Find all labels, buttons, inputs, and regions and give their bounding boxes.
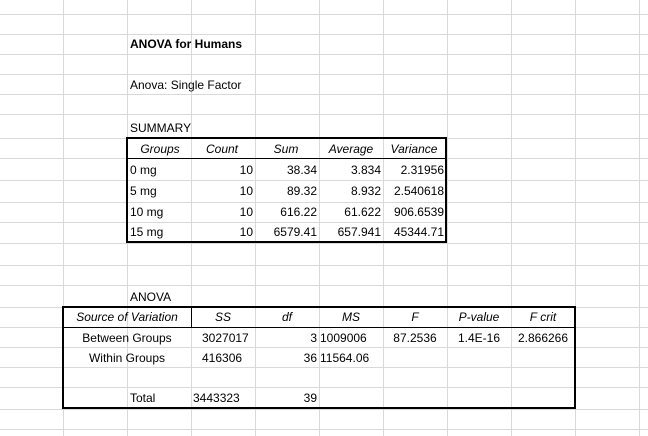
summary-header-variance[interactable]: Variance — [390, 142, 438, 156]
table-row-count[interactable]: 10 — [239, 163, 253, 177]
table-row-average[interactable]: 3.834 — [350, 163, 381, 177]
table-row-group[interactable]: 15 mg — [130, 225, 164, 239]
summary-header-sum[interactable]: Sum — [273, 142, 299, 156]
table-row-average[interactable]: 61.622 — [344, 205, 381, 219]
anova-between-df[interactable]: 3 — [310, 331, 317, 345]
table-row-variance[interactable]: 906.6539 — [393, 205, 444, 219]
anova-between-ms[interactable]: 1009006 — [320, 331, 367, 345]
anova-within-ms[interactable]: 11564.06 — [320, 351, 370, 365]
table-row-variance[interactable]: 2.31956 — [400, 163, 444, 177]
sheet-title[interactable]: ANOVA for Humans — [130, 37, 243, 51]
summary-label[interactable]: SUMMARY — [130, 121, 192, 135]
table-row-sum[interactable]: 38.34 — [286, 163, 317, 177]
table-row-group[interactable]: 10 mg — [130, 205, 164, 219]
anova-header-f[interactable]: F — [411, 310, 419, 324]
anova-total-df[interactable]: 39 — [303, 391, 317, 405]
table-row-average[interactable]: 8.932 — [350, 184, 381, 198]
anova-header-ss[interactable]: SS — [214, 310, 231, 324]
table-row-count[interactable]: 10 — [239, 225, 253, 239]
table-row-sum[interactable]: 89.32 — [286, 184, 317, 198]
anova-within-ss[interactable]: 416306 — [202, 351, 243, 365]
table-row-variance[interactable]: 45344.71 — [393, 225, 444, 239]
table-row-sum[interactable]: 616.22 — [280, 205, 317, 219]
anova-header-source[interactable]: Source of Variation — [76, 310, 178, 324]
anova-between-f[interactable]: 87.2536 — [393, 331, 437, 345]
anova-between-p-value[interactable]: 1.4E-16 — [457, 331, 501, 345]
anova-header-f-crit[interactable]: F crit — [529, 310, 557, 324]
anova-total-label[interactable]: Total — [130, 391, 156, 405]
table-row-sum[interactable]: 6579.41 — [273, 225, 317, 239]
table-row-group[interactable]: 0 mg — [130, 163, 157, 177]
table-row-group[interactable]: 5 mg — [130, 184, 157, 198]
table-row-average[interactable]: 657.941 — [337, 225, 381, 239]
anova-between-source[interactable]: Between Groups — [82, 331, 172, 345]
table-row-count[interactable]: 10 — [239, 205, 253, 219]
anova-label[interactable]: ANOVA — [130, 290, 172, 304]
table-row-variance[interactable]: 2.540618 — [393, 184, 444, 198]
anova-header-ms[interactable]: MS — [342, 310, 360, 324]
anova-within-source[interactable]: Within Groups — [88, 351, 166, 365]
anova-total-ss[interactable]: 3443323 — [193, 391, 240, 405]
summary-header-count[interactable]: Count — [205, 142, 239, 156]
anova-between-f-crit[interactable]: 2.866266 — [517, 331, 569, 345]
anova-header-p-value[interactable]: P-value — [458, 310, 500, 324]
analysis-type-label[interactable]: Anova: Single Factor — [130, 78, 242, 92]
anova-within-df[interactable]: 36 — [303, 351, 317, 365]
anova-header-df[interactable]: df — [281, 310, 292, 324]
summary-header-average[interactable]: Average — [328, 142, 374, 156]
anova-between-ss[interactable]: 3027017 — [202, 331, 249, 345]
table-row-count[interactable]: 10 — [239, 184, 253, 198]
summary-header-groups[interactable]: Groups — [140, 142, 180, 156]
